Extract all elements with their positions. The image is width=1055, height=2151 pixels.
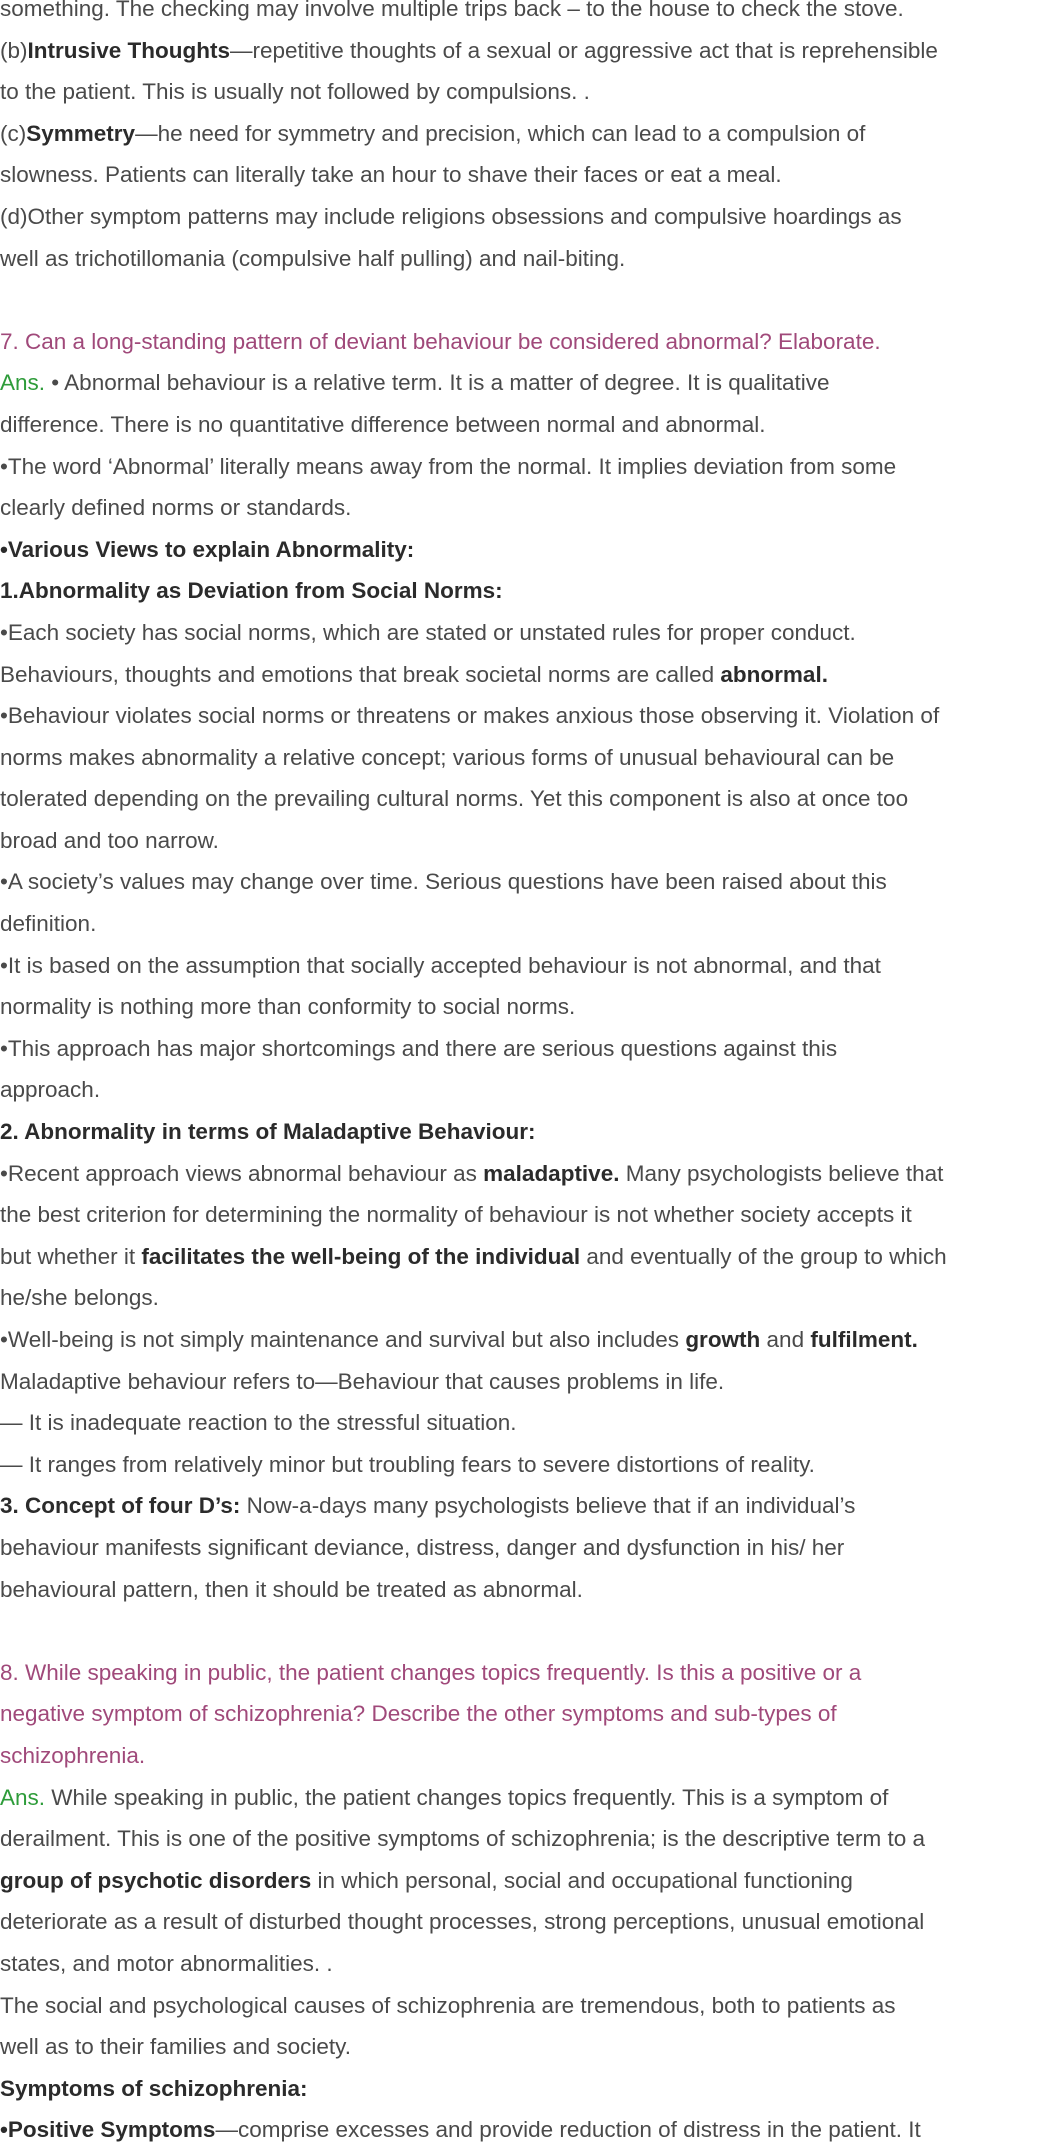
text-line: well as trichotillomania (compulsive half pulling) and nail-biting. (0, 245, 626, 271)
text-line: •This approach has major shortcomings and there are serious questions against this (0, 1035, 838, 1061)
text-line: something. The checking may involve multiple trips back – to the house to check the stove. (0, 0, 904, 21)
section-heading: 1.Abnormality as Deviation from Social Norms: (0, 578, 503, 604)
text-line: •Well-being is not simply maintenance and survival but also includes growth and fulfilment. (0, 1327, 918, 1352)
text-line: •The word ‘Abnormal’ literally means away from the normal. It implies deviation from some (0, 453, 897, 479)
text-line: to the patient. This is usually not followed by compulsions. . (0, 79, 590, 105)
text-line: •Recent approach views abnormal behaviour as maladaptive. Many psychologists believe that (0, 1160, 944, 1186)
text-line: deteriorate as a result of disturbed thought processes, strong perceptions, unusual emotional (0, 1909, 925, 1935)
question-8: negative symptom of schizophrenia? Describe the other symptoms and sub-types of (0, 1701, 837, 1727)
text-line: •It is based on the assumption that socially accepted behaviour is not abnormal, and that (0, 952, 881, 978)
text-line: •Positive Symptoms—comprise excesses and provide reduction of distress in the patient. It (0, 2117, 921, 2143)
text-line: behaviour manifests significant deviance, distress, danger and dysfunction in his/ her (0, 1534, 845, 1560)
text-line: definition. (0, 911, 97, 937)
text-line: normality is nothing more than conformity to social norms. (0, 994, 576, 1020)
text-line: difference. There is no quantitative difference between normal and abnormal. (0, 411, 766, 437)
text-line: — It is inadequate reaction to the stressful situation. (0, 1410, 517, 1436)
text-line: the best criterion for determining the normality of behaviour is not whether society accepts it (0, 1202, 912, 1228)
text-line: clearly defined norms or standards. (0, 495, 352, 521)
bold-term: growth (685, 1327, 761, 1352)
bold-term: Symmetry (26, 120, 136, 146)
answer-line: Ans. While speaking in public, the patient changes topics frequently. This is a symptom of (0, 1784, 889, 1810)
paragraph-gap (0, 279, 1055, 321)
text-line: broad and too narrow. (0, 827, 219, 853)
paragraph-gap (0, 1610, 1055, 1652)
text-line: — It ranges from relatively minor but troubling fears to severe distortions of reality. (0, 1451, 815, 1477)
answer-label: Ans. (0, 1784, 46, 1810)
text-line: behavioural pattern, then it should be treated as abnormal. (0, 1576, 583, 1602)
text-line: derailment. This is one of the positive symptoms of schizophrenia; is the descriptive term to a (0, 1826, 926, 1852)
text-line: tolerated depending on the prevailing cultural norms. Yet this component is also at once too (0, 786, 909, 812)
text-line: (b)Intrusive Thoughts—repetitive thoughts of a sexual or aggressive act that is reprehensible (0, 37, 938, 63)
section-heading: 2. Abnormality in terms of Maladaptive Behaviour: (0, 1119, 536, 1145)
text-line: (c)Symmetry—he need for symmetry and precision, which can lead to a compulsion of (0, 120, 866, 146)
bold-term: facilitates the well-being of the individual (141, 1243, 581, 1269)
bold-term: maladaptive. (483, 1160, 620, 1186)
question-7: 7. Can a long-standing pattern of deviant behaviour be considered abnormal? Elaborate. (0, 328, 881, 354)
text-line: slowness. Patients can literally take an hour to shave their faces or eat a meal. (0, 162, 782, 188)
bold-term: •Positive Symptoms (0, 2117, 216, 2143)
bold-term: group of psychotic disorders (0, 1867, 312, 1893)
question-8: schizophrenia. (0, 1742, 146, 1768)
text-line: states, and motor abnormalities. . (0, 1950, 333, 1976)
bold-term: abnormal. (720, 661, 828, 687)
answer-line: Ans. • Abnormal behaviour is a relative term. It is a matter of degree. It is qualitative (0, 370, 830, 396)
text-line: Behaviours, thoughts and emotions that break societal norms are called abnormal. (0, 661, 828, 687)
text-line: 3. Concept of four D’s: Now-a-days many psychologists believe that if an individual’s (0, 1493, 856, 1519)
text-line: group of psychotic disorders in which personal, social and occupational functioning (0, 1867, 853, 1893)
section-heading: 3. Concept of four D’s: (0, 1493, 241, 1519)
text-line: but whether it facilitates the well-being of the individual and eventually of the group to which (0, 1243, 947, 1269)
text-line: well as to their families and society. (0, 2034, 351, 2060)
text-line: •Behaviour violates social norms or threatens or makes anxious those observing it. Violation of (0, 703, 940, 729)
answer-label: Ans. (0, 370, 46, 396)
bold-term: fulfilment. (810, 1327, 918, 1352)
question-8: 8. While speaking in public, the patient changes topics frequently. Is this a positive or a (0, 1659, 862, 1685)
text-line: approach. (0, 1077, 101, 1103)
text-line: norms makes abnormality a relative concept; various forms of unusual behavioural can be (0, 744, 895, 770)
text-line: he/she belongs. (0, 1285, 159, 1311)
text-line: (d)Other symptom patterns may include religions obsessions and compulsive hoardings as (0, 203, 902, 229)
section-heading: •Various Views to explain Abnormality: (0, 536, 415, 562)
text-line: The social and psychological causes of schizophrenia are tremendous, both to patients as (0, 1992, 896, 2018)
text-line: •Each society has social norms, which are stated or unstated rules for proper conduct. (0, 619, 856, 645)
text-line: •A society’s values may change over time. Serious questions have been raised about this (0, 869, 887, 895)
text-line: Maladaptive behaviour refers to—Behaviour that causes problems in life. (0, 1368, 725, 1394)
section-heading: Symptoms of schizophrenia: (0, 2075, 308, 2101)
bold-term: Intrusive Thoughts (27, 37, 230, 63)
